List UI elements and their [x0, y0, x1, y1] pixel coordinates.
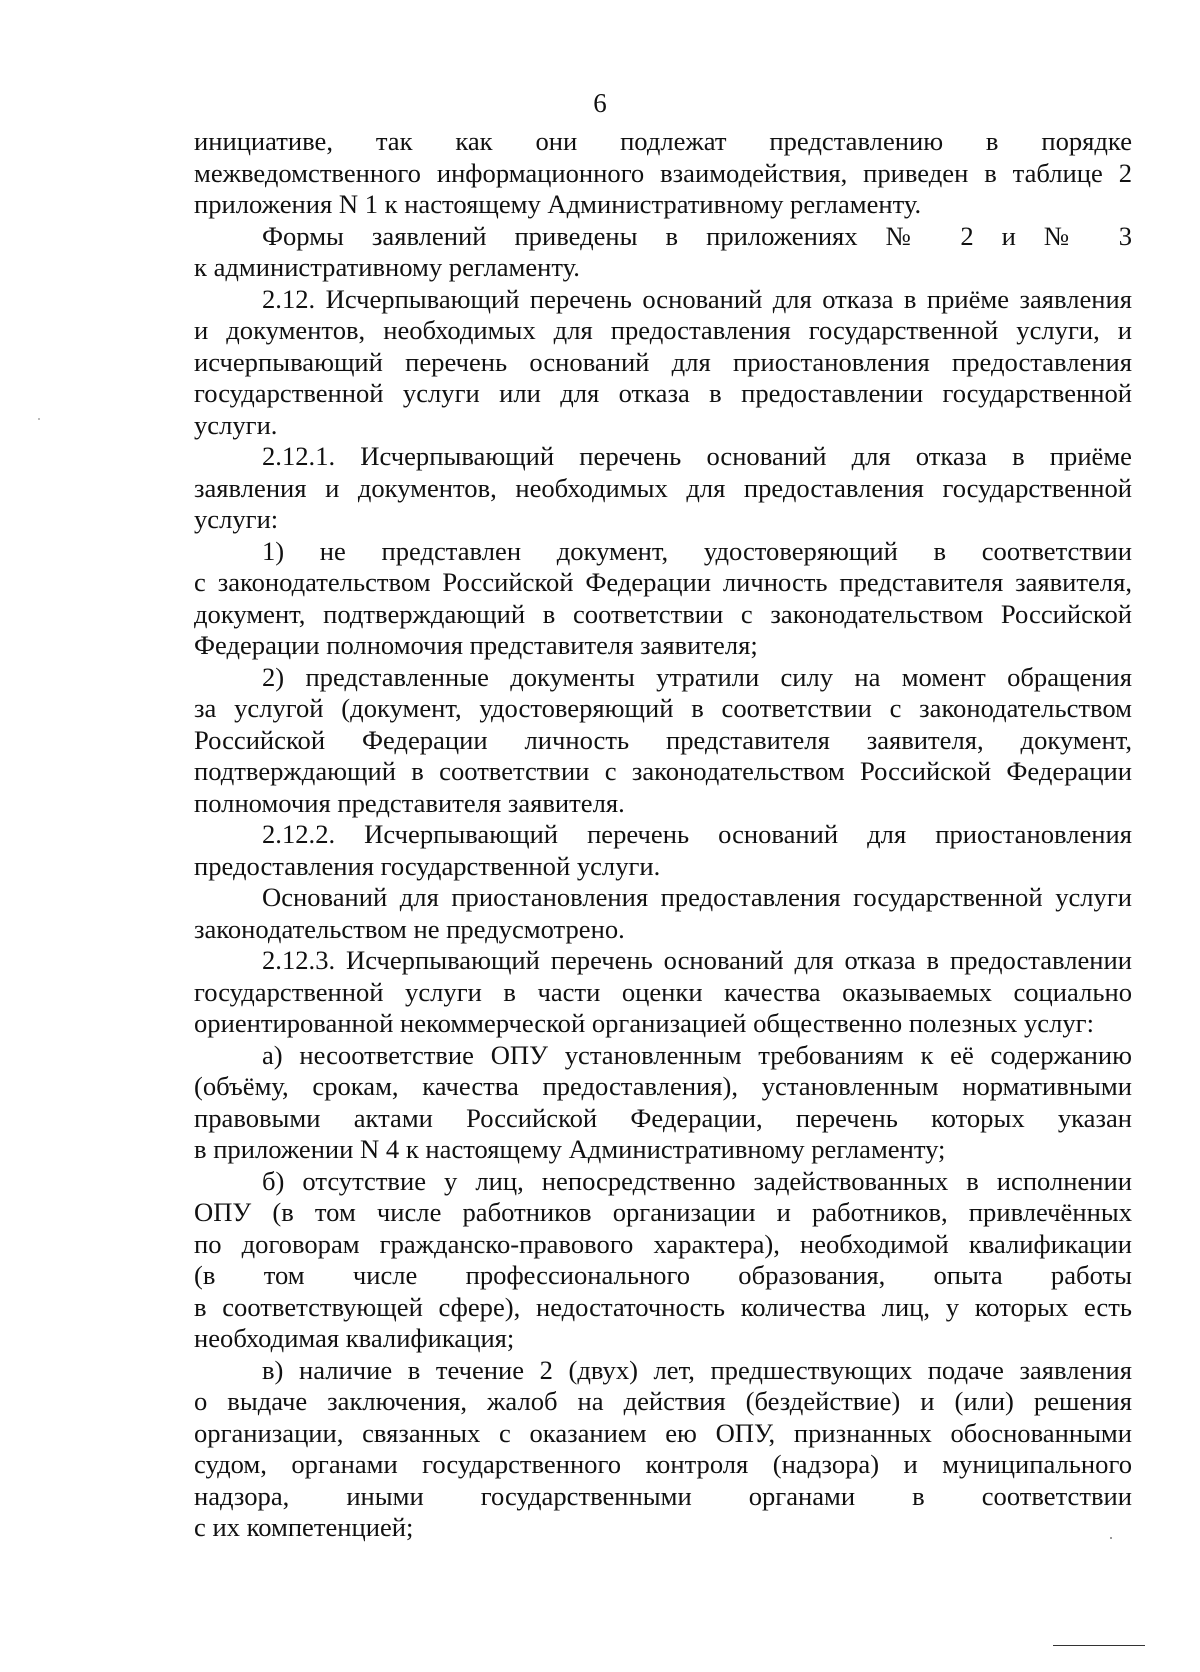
paragraph	[194, 1040, 1132, 1166]
text-line: Российской Федерации личность представителя заявителя, документ,	[194, 724, 1132, 755]
text-line: законодательством не предусмотрено.	[194, 913, 625, 944]
text-line: б) отсутствие у лиц, непосредственно задействованных в исполнении	[262, 1165, 1132, 1196]
text-line: по договорам гражданско-правового характера), необходимой квалификации	[194, 1228, 1132, 1259]
text-line: правовыми актами Российской Федерации, перечень которых указан	[194, 1102, 1132, 1133]
text-line: в соответствующей сфере), недостаточность количества лиц, у которых есть	[194, 1291, 1132, 1322]
text-line: документ, подтверждающий в соответствии с законодательством Российской	[194, 598, 1132, 629]
text-line: и документов, необходимых для предоставления государственной услуги, и	[194, 315, 1132, 345]
text-line: о выдаче заключения, жалоб на действия (бездействие) и (или) решения	[194, 1386, 1132, 1416]
page-number: 6	[593, 88, 607, 118]
text-line: предоставления государственной услуги.	[194, 850, 661, 881]
paragraph	[194, 441, 1132, 536]
paragraph	[194, 126, 1132, 221]
text-line: заявления и документов, необходимых для предоставления государственной	[194, 472, 1132, 503]
paragraph	[194, 284, 1132, 442]
text-line: (объёму, срокам, качества предоставления), установленным нормативными	[194, 1071, 1132, 1101]
text-line: приложения N 1 к настоящему Административному регламенту.	[194, 189, 922, 219]
text-line: Оснований для приостановления предоставления государственной услуги	[262, 882, 1132, 912]
text-line: Формы заявлений приведены в приложениях № 2 и № 3	[262, 220, 1132, 251]
text-line: полномочия представителя заявителя.	[194, 787, 625, 818]
text-line: в приложении N 4 к настоящему Административному регламенту;	[194, 1134, 946, 1164]
paragraph	[194, 819, 1132, 882]
text-line: государственной услуги в части оценки качества оказываемых социально	[194, 976, 1132, 1007]
scan-speck	[1110, 1537, 1112, 1539]
text-line: с их компетенцией;	[194, 1512, 414, 1542]
text-line: а) несоответствие ОПУ установленным требованиям к её содержанию	[262, 1039, 1132, 1070]
text-line: ориентированной некоммерческой организацией общественно полезных услуг:	[194, 1008, 1094, 1038]
text-line: исчерпывающий перечень оснований для приостановления предоставления	[194, 346, 1132, 377]
text-line: необходимая квалификация;	[194, 1323, 515, 1353]
text-line: Федерации полномочия представителя заявителя;	[194, 630, 758, 660]
text-line: судом, органами государственного контроля (надзора) и муниципального	[194, 1449, 1132, 1479]
text-line: услуги.	[194, 409, 278, 440]
paragraph	[194, 1355, 1132, 1544]
text-line: с законодательством Российской Федерации личность представителя заявителя,	[194, 567, 1132, 597]
text-line: межведомственного информационного взаимодействия, приведен в таблице 2	[194, 157, 1132, 188]
text-line: подтверждающий в соответствии с законодательством Российской Федерации	[194, 756, 1132, 786]
paragraph	[194, 536, 1132, 662]
text-line: к административному регламенту.	[194, 252, 580, 282]
text-line: услуги:	[194, 504, 279, 534]
paragraph	[194, 662, 1132, 820]
paragraph	[194, 945, 1132, 1040]
text-line: 2.12.3. Исчерпывающий перечень оснований для отказа в предоставлении	[262, 945, 1132, 975]
scan-speck	[38, 418, 40, 420]
text-line: инициативе, так как они подлежат представлению в порядке	[194, 126, 1132, 156]
text-line: за услугой (документ, удостоверяющий в соответствии с законодательством	[194, 693, 1132, 723]
text-line: 2) представленные документы утратили силу на момент обращения	[262, 661, 1132, 692]
text-line: надзора, иными государственными органами в соответствии	[194, 1480, 1132, 1511]
text-line: 2.12.1. Исчерпывающий перечень оснований для отказа в приёме	[262, 441, 1132, 471]
paragraph	[194, 882, 1132, 945]
document-body	[194, 126, 1132, 1544]
text-line: 1) не представлен документ, удостоверяющий в соответствии	[262, 535, 1132, 566]
paragraph	[194, 221, 1132, 284]
text-line: (в том числе профессионального образования, опыта работы	[194, 1260, 1132, 1290]
footer-rule	[1053, 1645, 1145, 1646]
text-line: организации, связанных с оказанием ею ОПУ, признанных обоснованными	[194, 1417, 1132, 1448]
text-line: 2.12.2. Исчерпывающий перечень оснований для приостановления	[262, 819, 1132, 849]
text-line: ОПУ (в том числе работников организации и работников, привлечённых	[194, 1197, 1132, 1227]
text-line: государственной услуги или для отказа в предоставлении государственной	[194, 378, 1132, 408]
paragraph	[194, 1166, 1132, 1355]
text-line: в) наличие в течение 2 (двух) лет, предшествующих подаче заявления	[262, 1354, 1132, 1385]
text-line: 2.12. Исчерпывающий перечень оснований для отказа в приёме заявления	[262, 283, 1132, 314]
